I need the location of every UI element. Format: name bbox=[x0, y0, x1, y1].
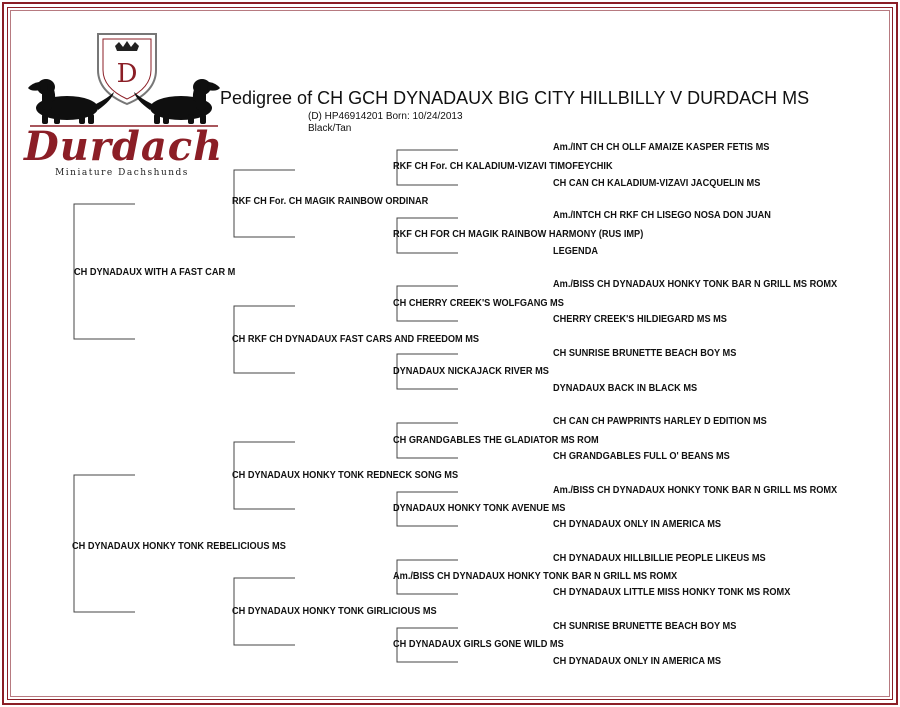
dam-dam-dam-sire-name: CH SUNRISE BRUNETTE BEACH BOY MS bbox=[553, 621, 737, 632]
kennel-name: Durdach bbox=[24, 123, 224, 170]
monogram-letter: D bbox=[116, 59, 138, 89]
dam-dam-sire-sire-name: CH DYNADAUX HILLBILLIE PEOPLE LIKEUS MS bbox=[553, 553, 766, 564]
dam-dam-sire-name: Am./BISS CH DYNADAUX HONKY TONK BAR N GRILL MS ROMX bbox=[393, 571, 678, 582]
sire-dam-sire-sire-name: Am./BISS CH DYNADAUX HONKY TONK BAR N GRILL MS ROMX bbox=[553, 279, 838, 290]
sire-sire-sire-dam-name: CH CAN CH KALADIUM-VIZAVI JACQUELIN MS bbox=[553, 178, 761, 189]
registration-info: (D) HP46914201 Born: 10/24/2013 bbox=[308, 111, 463, 122]
dam-name: CH DYNADAUX HONKY TONK REBELICIOUS MS bbox=[72, 541, 286, 552]
sire-sire-sire-name: RKF CH For. CH KALADIUM-VIZAVI TIMOFEYCHIK bbox=[393, 161, 613, 172]
sire-dam-dam-sire-name: CH SUNRISE BRUNETTE BEACH BOY MS bbox=[553, 348, 737, 359]
dam-sire-sire-name: CH GRANDGABLES THE GLADIATOR MS ROM bbox=[393, 435, 599, 446]
sire-dam-sire-dam-name: CHERRY CREEK'S HILDIEGARD MS MS bbox=[553, 314, 727, 325]
kennel-subtitle: Miniature Dachshunds bbox=[55, 168, 189, 178]
sire-sire-sire-sire-name: Am./INT CH CH OLLF AMAIZE KASPER FETIS MS bbox=[553, 142, 770, 153]
sire-dam-dam-dam-name: DYNADAUX BACK IN BLACK MS bbox=[553, 383, 698, 394]
dam-dam-dam-dam-name: CH DYNADAUX ONLY IN AMERICA MS bbox=[553, 656, 722, 667]
dam-dam-sire-dam-name: CH DYNADAUX LITTLE MISS HONKY TONK MS ROMX bbox=[553, 587, 791, 598]
dam-dam-dam-name: CH DYNADAUX GIRLS GONE WILD MS bbox=[393, 639, 564, 650]
dam-sire-sire-sire-name: CH CAN CH PAWPRINTS HARLEY D EDITION MS bbox=[553, 416, 767, 427]
dam-sire-dam-dam-name: CH DYNADAUX ONLY IN AMERICA MS bbox=[553, 519, 722, 530]
sire-sire-dam-dam-name: LEGENDA bbox=[553, 246, 598, 257]
sire-sire-dam-sire-name: Am./INTCH CH RKF CH LISEGO NOSA DON JUAN bbox=[553, 210, 771, 221]
dam-sire-name: CH DYNADAUX HONKY TONK REDNECK SONG MS bbox=[232, 470, 459, 481]
sire-dam-dam-name: DYNADAUX NICKAJACK RIVER MS bbox=[393, 366, 549, 377]
page-title: Pedigree of CH GCH DYNADAUX BIG CITY HILLBILLY V DURDACH MS bbox=[220, 88, 810, 108]
dog-color: Black/Tan bbox=[308, 123, 352, 134]
sire-dam-name: CH RKF CH DYNADAUX FAST CARS AND FREEDOM MS bbox=[232, 334, 480, 345]
dam-sire-dam-sire-name: Am./BISS CH DYNADAUX HONKY TONK BAR N GRILL MS ROMX bbox=[553, 485, 838, 496]
sire-dam-sire-name: CH CHERRY CREEK'S WOLFGANG MS bbox=[393, 298, 564, 309]
sire-sire-dam-name: RKF CH FOR CH MAGIK RAINBOW HARMONY (RUS IMP) bbox=[393, 229, 644, 240]
dam-sire-sire-dam-name: CH GRANDGABLES FULL O' BEANS MS bbox=[553, 451, 730, 462]
dam-sire-dam-name: DYNADAUX HONKY TONK AVENUE MS bbox=[393, 503, 566, 514]
dam-dam-name: CH DYNADAUX HONKY TONK GIRLICIOUS MS bbox=[232, 606, 437, 617]
sire-name: CH DYNADAUX WITH A FAST CAR M bbox=[74, 267, 236, 278]
sire-sire-name: RKF CH For. CH MAGIK RAINBOW ORDINAR bbox=[232, 196, 429, 207]
